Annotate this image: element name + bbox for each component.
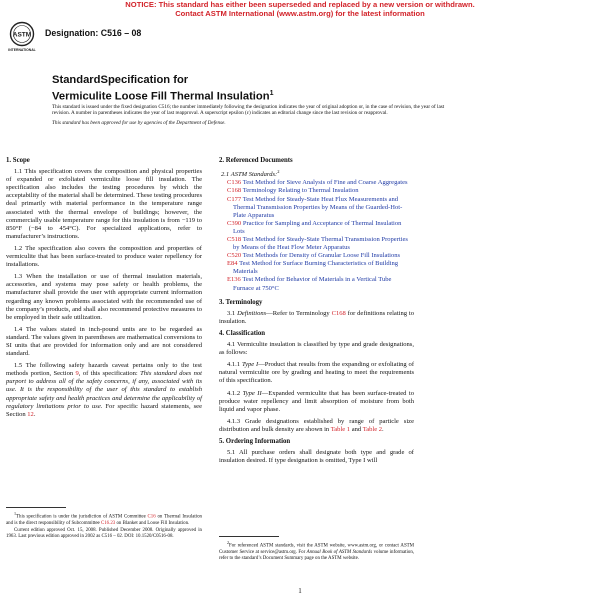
reference-code-link[interactable]: C136: [227, 179, 242, 187]
title-line-2: Vermiculite Loose Fill Thermal Insulation: [52, 90, 270, 103]
reference-title-link[interactable]: Test Method for Steady-State Heat Flux Measurements and Thermal Transmission Properties by Means of the Guarded-Hot-Plate Apparatus: [233, 195, 403, 219]
reference-title-link[interactable]: Terminology Relating to Thermal Insulation: [242, 187, 359, 195]
reference-code-link[interactable]: E136: [227, 276, 241, 284]
left-column: [6, 157, 202, 423]
paragraph-1-2: 1.2 The specification also covers the composition and properties of vermiculite that has been surface-treated to produce water repellency for installations.: [6, 244, 202, 269]
reference-item: [219, 236, 414, 252]
paragraph-1-5: 1.5 The following safety hazards caveat pertains only to the test methods portion, Section 9, of this specification: This standard does not purport to address all of the safety concerns, if any, associated with its use. It is the responsibility of the user of this standard to establish appropriate safety and health practices and determine the applicability of regulatory limitations prior to use. For specific hazard statements, see Section 12.: [6, 362, 202, 418]
link-table-1[interactable]: Table 1: [330, 425, 351, 433]
section-heading-scope: 1. Scope: [6, 157, 30, 164]
reference-title-link[interactable]: Practice for Sampling and Acceptance of Thermal Insulation Lots: [233, 219, 402, 235]
reference-title-link[interactable]: Test Method for Steady-State Thermal Transmission Properties by Means of the Heat Flow Meter Apparatus: [233, 236, 408, 252]
reference-code-link[interactable]: C168: [227, 187, 242, 195]
paragraph-4-1-3: 4.1.3 Grade designations established by range of particle size distribution and bulk density are shown in Table 1 and Table 2.: [219, 417, 414, 433]
link-c16[interactable]: C16: [147, 514, 156, 520]
link-table-2[interactable]: Table 2: [362, 425, 383, 433]
section-heading-classification: 4. Classification: [219, 329, 266, 337]
logo-caption: INTERNATIONAL: [8, 48, 36, 52]
reference-title-link[interactable]: Test Method for Sieve Analysis of Fine and Coarse Aggregates: [242, 179, 408, 187]
document-title: [52, 74, 274, 104]
intro-block: [52, 104, 457, 129]
reference-code-link[interactable]: E84: [227, 260, 238, 268]
footnote-rule-right: [219, 536, 279, 537]
paragraph-4-1-1: 4.1.1 Type I—Product that results from the expanding or exfoliating of natural vermiculite ore by grading and heating to meet the requirements of this specification.: [219, 361, 414, 385]
reference-title-link[interactable]: Test Methods for Density of Granular Loose Fill Insulations: [242, 252, 401, 260]
notice-line-2: Contact ASTM International (www.astm.org) for the latest information: [175, 9, 425, 18]
reference-item: [219, 220, 414, 236]
section-heading-referenced-documents: 2. Referenced Documents: [219, 157, 293, 164]
footnote-2: $^2$For referenced ASTM standards, visit the ASTM website, www.astm.org, or contact ASTM Customer Service at service@astm.org. For Annual Book of ASTM Standards volume information, refer to the standard’s Document Summary page on the ASTM website.: [219, 540, 414, 561]
designation: Designation: C516 – 08: [45, 28, 142, 38]
reference-item: [219, 276, 414, 292]
paragraph-1-1: 1.1 This specification covers the composition and physical properties of expanded or exfoliated vermiculite loose fill insulation. The specification also includes the testing procedures by which the acceptability of the material shall be determined. These testing procedures deal primarily with material performance in the temperature range associated with the thermal envelope of buildings; however, the commercially usable temperature range for this insulation is from −119 to 850°F (−84 to 454°C). For specialized applications, refer to manufacturer’s instructions.: [6, 168, 202, 240]
paragraph-3-1: 3.1 Definitions—Refer to Terminology C168 for definitions relating to insulation.: [219, 309, 414, 325]
paragraph-1-4: 1.4 The values stated in inch-pound units are to be regarded as standard. The values given in parentheses are mathematical conversions to SI units that are provided for information only and are not considered standard.: [6, 325, 202, 358]
link-c16-23[interactable]: C16.23: [100, 520, 116, 526]
link-section-12[interactable]: 12: [27, 410, 34, 418]
notice-line-1: NOTICE: This standard has either been superseded and replaced by a new version or withdrawn.: [125, 0, 475, 9]
title-footnote-marker: 1: [269, 90, 274, 97]
reference-title-link[interactable]: Test Method for Behavior of Materials in a Vertical Tube Furnace at 750°C: [233, 276, 392, 292]
paragraph-4-1: 4.1 Vermiculite insulation is classified by type and grade designations, as follows:: [219, 341, 414, 357]
notice-banner: [0, 0, 600, 18]
page-number: 1: [298, 587, 302, 595]
reference-item: [219, 187, 414, 195]
reference-code-link[interactable]: C177: [227, 195, 242, 203]
reference-list: [219, 179, 414, 292]
reference-code-link[interactable]: C518: [227, 236, 242, 244]
reference-item: [219, 252, 414, 260]
footnote-rule-left: [6, 507, 66, 508]
astm-standards-label: 2.1 ASTM Standards:$^2$: [221, 169, 280, 179]
astm-logo: [7, 21, 37, 57]
dod-approval-note: This standard has been approved for use by agencies of the Department of Defense.: [52, 119, 226, 126]
reference-item: [219, 179, 414, 187]
paragraph-4-1-2: 4.1.2 Type II—Expanded vermiculite that has been surface-treated to produce water repellency and limit absorption of moisture from both liquid and vapor phase.: [219, 389, 414, 413]
link-c168[interactable]: C168: [331, 309, 346, 317]
intro-paragraph: This standard is issued under the fixed designation C516; the number immediately following the designation indicates the year of original adoption or, in the case of revision, the year of last revision. A number in parentheses indicates the year of last reapproval. A superscript epsilon (ε) indicates an editorial change since the last revision or reapproval.: [52, 104, 445, 117]
section-heading-terminology: 3. Terminology: [219, 298, 263, 306]
reference-title-link[interactable]: Test Method for Surface Burning Characteristics of Building Materials: [233, 260, 399, 276]
paragraph-1-3: 1.3 When the installation or use of thermal insulation materials, accessories, and systems may pose safety or health problems, the manufacturer shall provide the user with appropriate current information regarding any known problems associated with the recommended use of the company’s products, and shall also recommend protective measures to be employed in their safe utilization.: [6, 273, 202, 321]
reference-code-link[interactable]: C520: [227, 252, 242, 260]
footnote-1: $^1$This specification is under the jurisdiction of ASTM Committee C16 on Thermal Insulation and is the direct responsibility of Subcommittee C16.23 on Blanket and Loose Fill Insulation. Current edition approved Oct. 15, 2008. Published December 2008. Originally approved in 1963. Last previous edition approved in 2002 as C516 – 02. DOI: 10.1520/C0516-08.: [6, 511, 202, 539]
right-column: [219, 157, 414, 469]
reference-item: [219, 196, 414, 220]
paragraph-5-1: 5.1 All purchase orders shall designate both type and grade of insulation desired. If type designation is omitted, Type I will: [219, 449, 414, 465]
reference-code-link[interactable]: C390: [227, 219, 242, 227]
title-line-1: StandardSpecification for: [52, 74, 189, 86]
reference-item: [219, 260, 414, 276]
svg-text:ASTM: ASTM: [12, 31, 32, 39]
link-section-9[interactable]: 9: [75, 370, 79, 378]
section-heading-ordering-information: 5. Ordering Information: [219, 437, 291, 445]
